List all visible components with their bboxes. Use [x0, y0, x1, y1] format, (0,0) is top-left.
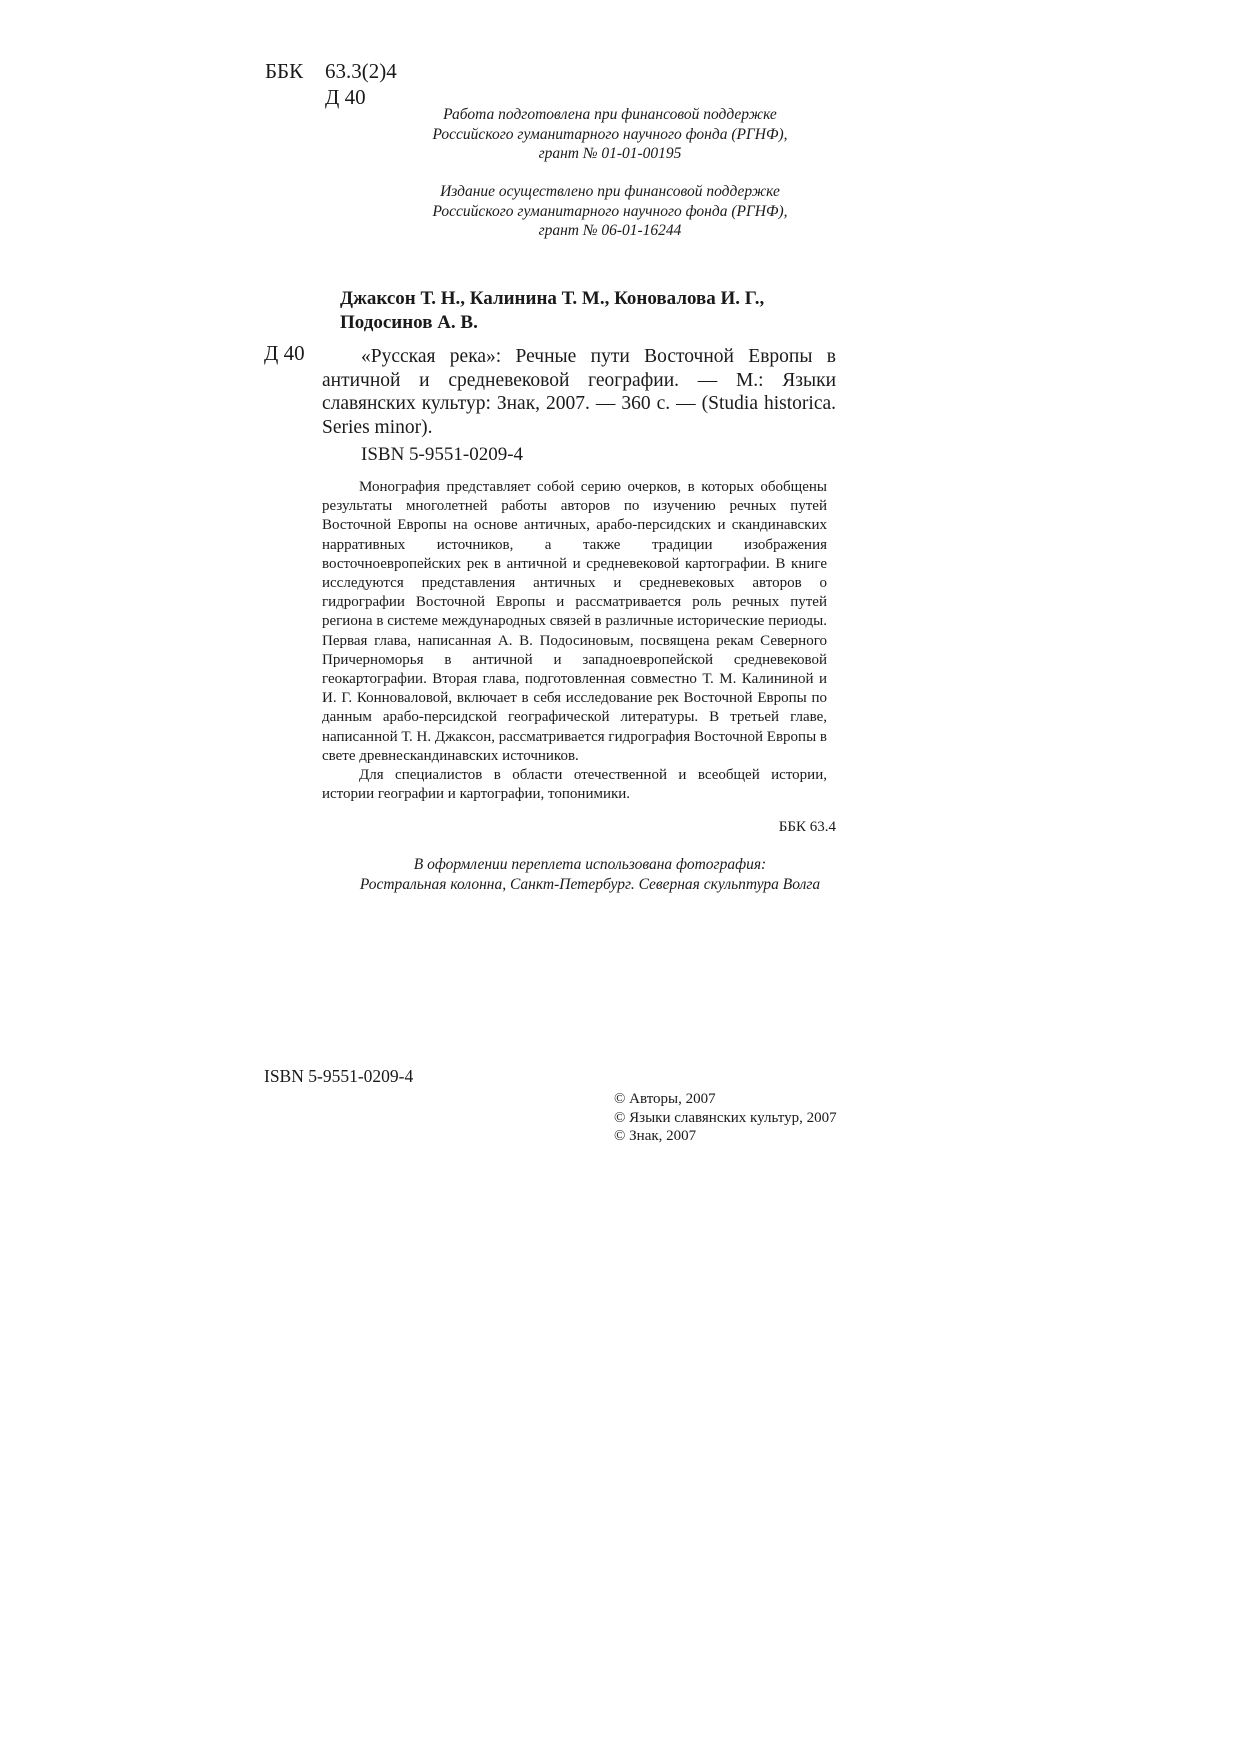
copyright-line: © Языки славянских культур, 2007	[614, 1109, 837, 1126]
grant-line: Российского гуманитарного научного фонда (РГНФ),	[432, 125, 788, 143]
copyrights	[614, 1090, 837, 1146]
copyright-line: © Знак, 2007	[614, 1128, 697, 1144]
cover-note-line-1: В оформлении переплета использована фотография:	[413, 856, 767, 873]
author-mark-top: Д 40	[325, 85, 366, 109]
bbk-label: ББК	[265, 59, 304, 83]
isbn: ISBN 5-9551-0209-4	[361, 444, 524, 465]
bbk-classification	[265, 58, 397, 85]
authors-line-2: Подосинов А. В.	[340, 312, 478, 333]
cover-note-line-2: Ростральная колонна, Санкт-Петербург. Северная скульптура Волга	[359, 875, 821, 893]
grant-line: Работа подготовлена при финансовой поддержке	[443, 106, 777, 123]
grant-note-1	[370, 105, 850, 164]
authors-line-1: Джаксон Т. Н., Калинина Т. М., Коновалова И. Г.,	[340, 288, 765, 309]
bbk-code: 63.3(2)4	[325, 59, 397, 83]
authors	[340, 287, 840, 335]
annotation	[322, 478, 827, 804]
grant-line: грант № 01-01-00195	[538, 145, 682, 162]
annotation-paragraph-1: Монография представляет собой серию очерков, в которых обобщены результаты многолетней работы авторов по изучению речных путей Восточной Европы на основе античных, арабо-персидских и скандинавских нарративных источников, а также традиции изображения восточноевропейских рек в античной и средневековой картографии. В книге исследуются представления античных и средневековых авторов о гидрографии Восточной Европы и рассматривается роль речных путей региона в системе международных связей в различные исторические периоды. Первая глава, написанная А. В. Подосиновым, посвящена рекам Северного Причерноморья в античной и западноевропейской средневековой геокартографии. Вторая глава, подготовленная совместно Т. М. Калининой и И. Г. Конноваловой, включает в себя исследование рек Восточной Европы по данным арабо-персидской географической литературы. В третьей главе, написанной Т. Н. Джаксон, рассматривается гидрография Восточной Европы в свете древнескандинавских источников.	[322, 479, 827, 764]
copyright-line: © Авторы, 2007	[614, 1091, 716, 1107]
annotation-paragraph-2: Для специалистов в области отечественной и всеобщей истории, истории географии и картографии, топонимики.	[322, 767, 827, 803]
grant-line: грант № 06-01-16244	[538, 222, 682, 239]
isbn-bottom: ISBN 5-9551-0209-4	[264, 1066, 414, 1086]
grant-line: Российского гуманитарного научного фонда (РГНФ),	[432, 202, 788, 220]
bbk-short: ББК 63.4	[778, 819, 836, 835]
library-mark: Д 40	[264, 341, 305, 365]
grant-note-2	[370, 182, 850, 241]
grant-line: Издание осуществлено при финансовой поддержке	[440, 183, 780, 200]
bibliographic-description: «Русская река»: Речные пути Восточной Европы в античной и средневековой географии. — М.: Языки славянских культур: Знак, 2007. — 360 с. — (Studia historica. Series minor).	[322, 346, 836, 438]
cover-note	[300, 855, 880, 894]
